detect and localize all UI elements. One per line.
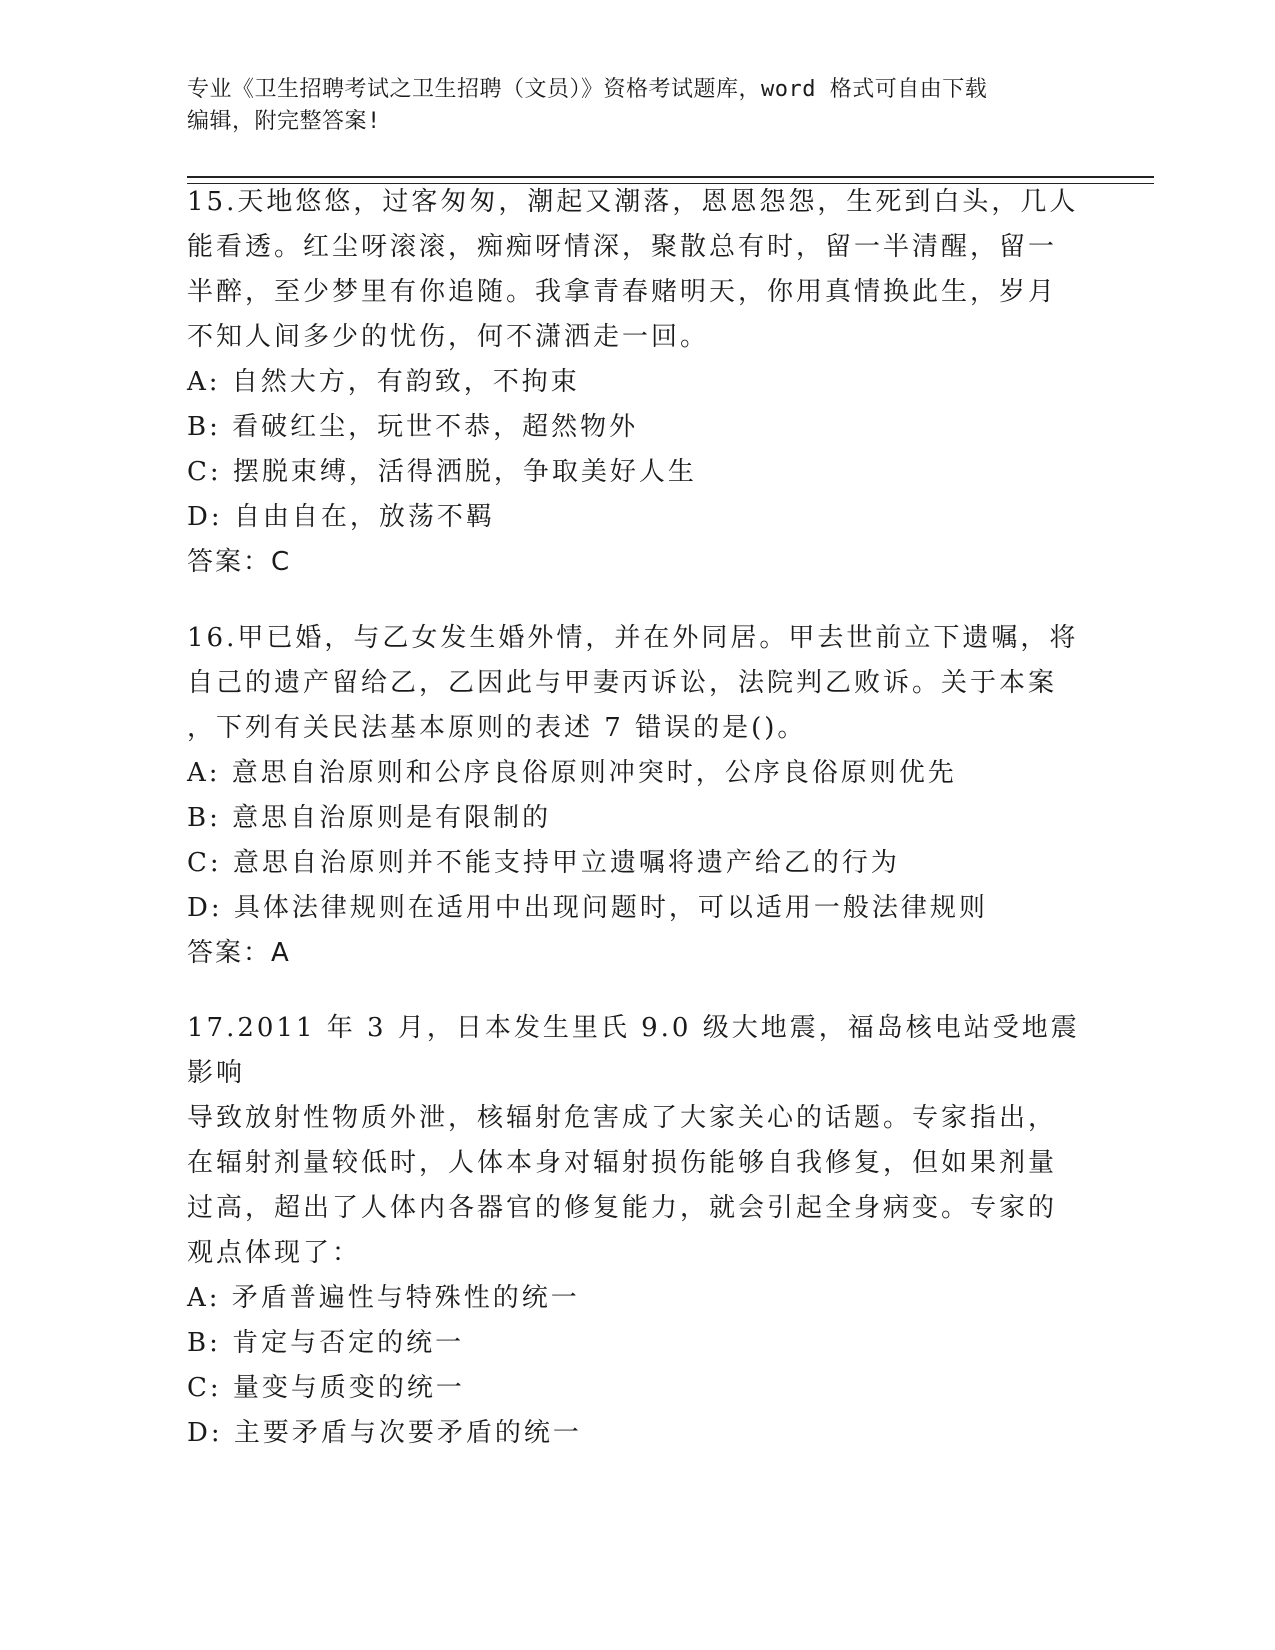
stem-line: 自己的遗产留给乙，乙因此与甲妻丙诉讼，法院判乙败诉。关于本案 (187, 668, 1058, 698)
stem-line: 16.甲已婚，与乙女发生婚外情，并在外同居。甲去世前立下遗嘱，将 (187, 623, 1079, 653)
option-b: B: 看破红尘，玩世不恭，超然物外 (187, 412, 639, 442)
option-b: B: 肯定与否定的统一 (187, 1328, 465, 1358)
header-divider (187, 176, 1154, 178)
option-d: D: 具体法律规则在适用中出现问题时，可以适用一般法律规则 (187, 893, 988, 923)
option-c: C: 意思自治原则并不能支持甲立遗嘱将遗产给乙的行为 (187, 848, 900, 878)
option-c: C: 量变与质变的统一 (187, 1373, 465, 1403)
option-a: A: 自然大方，有韵致，不拘束 (187, 367, 580, 397)
option-a: A: 意思自治原则和公序良俗原则冲突时，公序良俗原则优先 (187, 758, 957, 788)
header-line-1: 专业《卫生招聘考试之卫生招聘（文员）》资格考试题库，word 格式可自由下载 (187, 77, 988, 102)
stem-line: ，下列有关民法基本原则的表述 7 错误的是()。 (187, 713, 807, 743)
option-a: A: 矛盾普遍性与特殊性的统一 (187, 1283, 580, 1313)
stem-line: 能看透。红尘呀滚滚，痴痴呀情深，聚散总有时，留一半清醒，留一 (187, 232, 1058, 262)
stem-line: 观点体现了： (187, 1238, 362, 1268)
header-note (187, 74, 1067, 138)
stem-line: 过高，超出了人体内各器官的修复能力，就会引起全身病变。专家的 (187, 1193, 1058, 1223)
stem-line: 15.天地悠悠，过客匆匆，潮起又潮落，恩恩怨怨，生死到白头，几人 (187, 187, 1079, 217)
option-d: D: 主要矛盾与次要矛盾的统一 (187, 1418, 582, 1448)
question-stem (187, 616, 1087, 751)
question-15 (187, 180, 1087, 585)
header-line-2: 编辑，附完整答案! (187, 109, 381, 134)
option-c: C: 摆脱束缚，活得洒脱，争取美好人生 (187, 457, 697, 487)
question-16 (187, 616, 1087, 976)
stem-line: 17.2011 年 3 月，日本发生里氏 9.0 级大地震，福岛核电站受地震影响 (187, 1013, 1080, 1088)
option-b: B: 意思自治原则是有限制的 (187, 803, 552, 833)
answer: 答案：A (187, 938, 291, 968)
stem-line: 半醉，至少梦里有你追随。我拿青春赌明天，你用真情换此生，岁月 (187, 277, 1058, 307)
stem-line: 不知人间多少的忧伤，何不潇洒走一回。 (187, 322, 710, 352)
answer: 答案：C (187, 547, 292, 577)
stem-line: 在辐射剂量较低时，人体本身对辐射损伤能够自我修复，但如果剂量 (187, 1148, 1058, 1178)
question-stem (187, 1006, 1087, 1276)
stem-line: 导致放射性物质外泄，核辐射危害成了大家关心的话题。专家指出， (187, 1103, 1058, 1133)
question-stem (187, 180, 1087, 360)
question-17 (187, 1006, 1087, 1456)
option-d: D: 自由自在，放荡不羁 (187, 502, 495, 532)
